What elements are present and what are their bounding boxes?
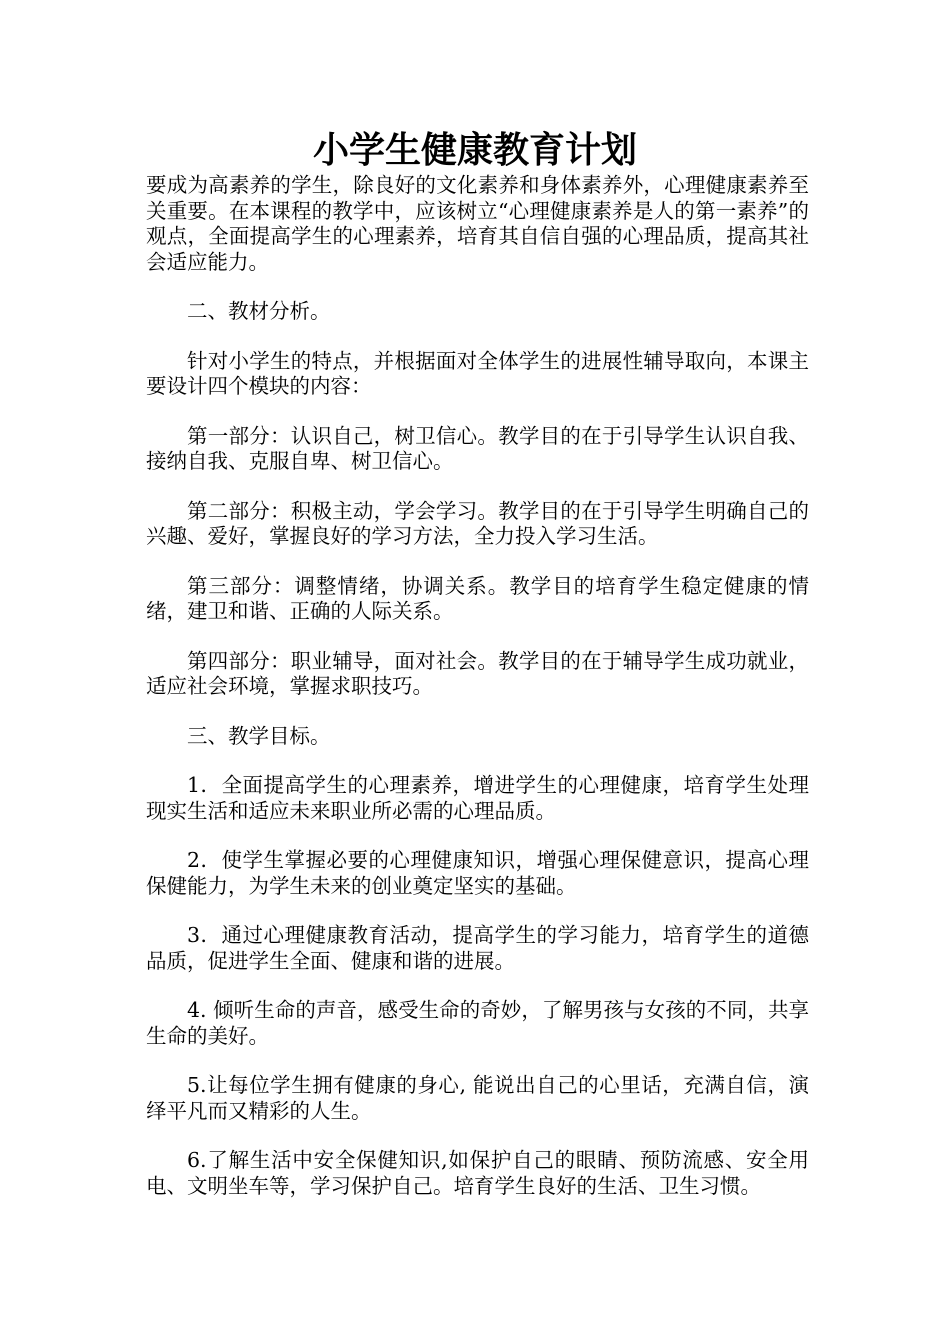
paragraph-part-4: 第四部分：职业辅导，面对社会。教学目的在于辅导学生成功就业，适应社会环境，掌握求职技巧。 [146, 648, 809, 698]
paragraph-goal-1: 1．全面提高学生的心理素养，增进学生的心理健康，培育学生处理现实生活和适应未来职业所必需的心理品质。 [146, 773, 809, 823]
section-heading-goals: 三、教学目标。 [187, 723, 331, 748]
document-title: 小学生健康教育计划 [312, 129, 637, 171]
paragraph-materials: 针对小学生的特点，并根据面对全体学生的进展性辅导取向，本课主要设计四个模块的内容： [146, 348, 809, 398]
paragraph-goal-4: 4. 倾听生命的声音，感受生命的奇妙，了解男孩与女孩的不同，共享生命的美好。 [146, 998, 809, 1048]
paragraph-goal-5: 5.让每位学生拥有健康的身心, 能说出自己的心里话，充满自信，演绎平凡而又精彩的人生。 [146, 1073, 809, 1123]
paragraph-goal-3: 3．通过心理健康教育活动，提高学生的学习能力，培育学生的道德品质，促进学生全面、健康和谐的进展。 [146, 923, 809, 973]
paragraph-part-1: 第一部分：认识自己，树卫信心。教学目的在于引导学生认识自我、接纳自我、克服自卑、树卫信心。 [146, 423, 809, 473]
section-heading-materials: 二、教材分析。 [187, 299, 331, 323]
paragraph-goal-2: 2．使学生掌握必要的心理健康知识，增强心理保健意识，提高心理保健能力，为学生未来的创业奠定坚实的基础。 [146, 848, 809, 898]
paragraph-goal-6: 6.了解生活中安全保健知识,如保护自己的眼睛、预防流感、安全用电、文明坐车等，学习保护自己。培育学生良好的生活、卫生习惯。 [146, 1148, 809, 1198]
document-body [146, 173, 809, 1223]
paragraph-intro: 要成为高素养的学生，除良好的文化素养和身体素养外，心理健康素养至关重要。在本课程的教学中，应该树立“心理健康素养是人的第一素养”的观点，全面提高学生的心理素养，培育其自信自强的心理品质，提高其社会适应能力。 [146, 173, 809, 274]
paragraph-part-3: 第三部分：调整情绪，协调关系。教学目的培育学生稳定健康的情绪，建卫和谐、正确的人际关系。 [146, 573, 809, 623]
paragraph-part-2: 第二部分：积极主动，学会学习。教学目的在于引导学生明确自己的兴趣、爱好，掌握良好的学习方法，全力投入学习生活。 [146, 498, 809, 548]
